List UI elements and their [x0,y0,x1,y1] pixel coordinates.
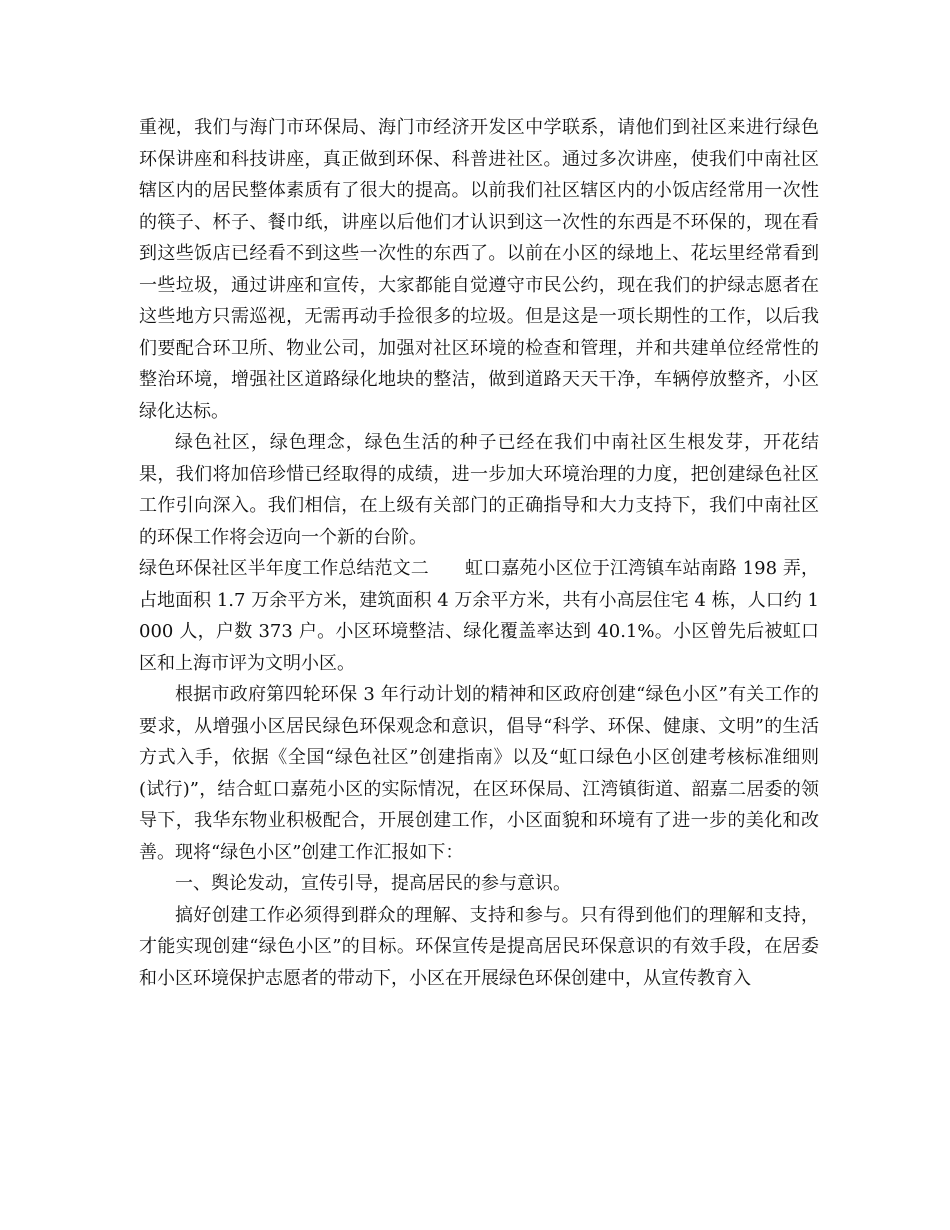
paragraph-5: 搞好创建工作必须得到群众的理解、支持和参与。只有得到他们的理解和支持，才能实现创建“绿色小区”的目标。环保宣传是提高居民环保意识的有效手段，在居委和小区环境保护志愿者的带动下，小区在开展绿色环保创建中，从宣传教育入 [139,904,819,989]
paragraph-2: 绿色社区，绿色理念，绿色生活的种子已经在我们中南社区生根发芽，开花结果，我们将加倍珍惜已经取得的成绩，进一步加大环境治理的力度，把创建绿色社区工作引向深入。我们相信，在上级有关部门的正确指导和大力支持下，我们中南社区的环保工作将会迈向一个新的台阶。 [139,432,819,548]
document-page [139,112,819,994]
section-heading-1: 一、舆论发动，宣传引导，提高居民的参与意识。 [175,873,571,894]
paragraph-3 [139,553,819,679]
paragraph-1: 重视，我们与海门市环保局、海门市经济开发区中学联系，请他们到社区来进行绿色环保讲座和科技讲座，真正做到环保、科普进社区。通过多次讲座，使我们中南社区辖区内的居民整体素质有了很大的提高。以前我们社区辖区内的小饭店经常用一次性的筷子、杯子、餐巾纸，讲座以后他们才认识到这一次性的东西是不环保的，现在看到这些饭店已经看不到这些一次性的东西了。以前在小区的绿地上、花坛里经常看到一些垃圾，通过讲座和宣传，大家都能自觉遵守市民公约，现在我们的护绿志愿者在这些地方只需巡视，无需再动手捡很多的垃圾。但是这是一项长期性的工作，以后我们要配合环卫所、物业公司，加强对社区环境的检查和管理，并和共建单位经常性的整治环境，增强社区道路绿化地块的整洁，做到道路天天干净，车辆停放整齐，小区绿化达标。 [139,117,819,422]
section-title: 绿色环保社区半年度工作总结范文二 [139,558,429,579]
paragraph-3-text: 虹口嘉苑小区位于江湾镇车站南路 198 弄，占地面积 1.7 万余平方米，建筑面积 4 万余平方米，共有小高层住宅 4 栋，人口约 1000 人，户数 373 户。小区环境整洁、绿化覆盖率达到 40.1%。小区曾先后被虹口区和上海市评为文明小区。 [139,558,819,674]
paragraph-4: 根据市政府第四轮环保 3 年行动计划的精神和区政府创建“绿色小区”有关工作的要求，从增强小区居民绿色环保观念和意识，倡导“科学、环保、健康、文明”的生活方式入手，依据《全国“绿色社区”创建指南》以及“虹口绿色小区创建考核标准细则(试行)”，结合虹口嘉苑小区的实际情况，在区环保局、江湾镇街道、韶嘉二居委的领导下，我华东物业积极配合，开展创建工作，小区面貌和环境有了进一步的美化和改善。现将“绿色小区”创建工作汇报如下： [139,684,819,863]
